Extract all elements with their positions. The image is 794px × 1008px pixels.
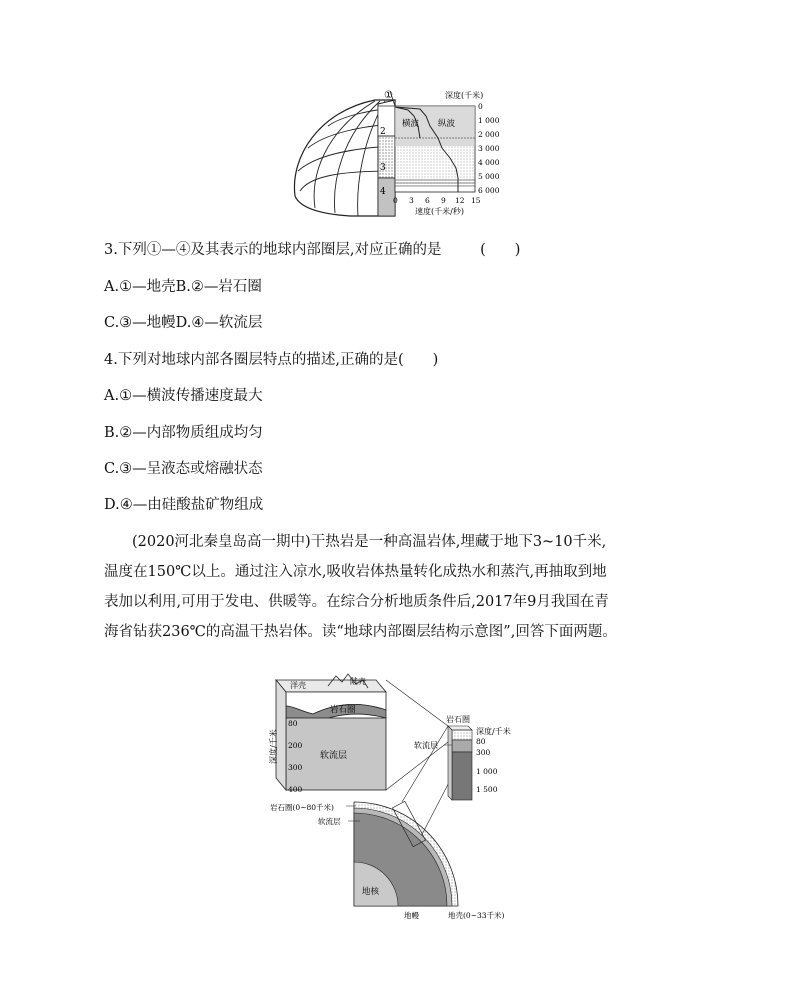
question-3-options-cd: C.③—地幔D.④—软流层 [104, 315, 263, 331]
column-ticks [476, 737, 498, 794]
reading-passage [104, 527, 704, 647]
hemisphere-globe [294, 91, 395, 216]
column-tick: 1 500 [476, 785, 498, 794]
seismic-wave-figure [280, 86, 510, 220]
question-4-option-c: C.③—呈液态或熔融状态 [104, 461, 263, 477]
block-tick: 200 [288, 741, 303, 750]
depth-tick: 4 000 [478, 158, 500, 167]
speed-tick: 0 [393, 196, 398, 205]
speed-tick: 12 [455, 196, 465, 205]
label-layer-2: 2 [380, 127, 386, 137]
block-tick: 80 [288, 719, 298, 728]
column-tick: 1 000 [476, 767, 498, 776]
block-asthenosphere-label: 软流层 [320, 751, 348, 761]
land-crust-label: 陆壳 [350, 677, 366, 686]
quarter-asthenosphere-label: 软流层 [318, 817, 341, 826]
question-4-stem: 4.下列对地球内部各圈层特点的描述,正确的是( ) [104, 352, 439, 368]
zongbo-label: 纵波 [438, 119, 456, 129]
speed-tick: 3 [409, 196, 414, 205]
block-tick: 300 [288, 763, 303, 772]
crust-label: 地壳(0~33千米) [448, 911, 505, 920]
depth-tick-labels [478, 102, 500, 195]
question-4-option-d: D.④—由硅酸盐矿物组成 [104, 497, 264, 513]
layer-column [448, 726, 472, 800]
label-layer-3: 3 [380, 163, 386, 173]
column-depth-title: 深度/千米 [476, 727, 511, 736]
block-depth-axis: 深度/千米 [269, 729, 278, 764]
speed-tick: 15 [471, 196, 481, 205]
passage-line: 温度在150℃以上。通过注入凉水,吸收岩体热量转化成热水和蒸汽,再抽取到地 [104, 564, 607, 580]
depth-tick: 1 000 [478, 116, 500, 125]
ocean-crust-label: 洋壳 [290, 681, 306, 690]
label-circle-1: ① [384, 90, 393, 101]
depth-tick: 3 000 [478, 144, 500, 153]
block-lithosphere-label: 岩石圈 [330, 705, 356, 715]
mantle-label: 地幔 [404, 911, 419, 920]
hengbo-label: 横波 [402, 119, 420, 129]
passage-line: (2020河北秦皇岛高一期中)干热岩是一种高温岩体,埋藏于地下3~10千米, [132, 534, 607, 550]
block-tick: 400 [288, 785, 303, 794]
passage-line: 海省钻获236℃的高温干热岩体。读“地球内部圈层结构示意图”,回答下面两题。 [104, 624, 617, 640]
depth-axis-title: 深度(千米) [445, 91, 484, 100]
core-label: 地核 [362, 887, 380, 897]
question-4-option-b: B.②—内部物质组成均匀 [104, 425, 263, 441]
label-layer-4: 4 [380, 187, 386, 197]
depth-tick: 5 000 [478, 172, 500, 181]
earth-interior-figure [268, 672, 530, 924]
depth-tick: 0 [478, 102, 483, 111]
column-tick: 80 [476, 737, 486, 746]
column-title: 岩石圈 [446, 715, 470, 724]
question-3-options-ab: A.①—地壳B.②—岩石圈 [104, 279, 262, 295]
speed-axis-title: 速度(千米/秒) [415, 207, 464, 216]
speed-tick: 9 [441, 196, 446, 205]
depth-tick: 2 000 [478, 130, 500, 139]
quarter-lithosphere-label: 岩石圈(0~80千米) [270, 803, 334, 812]
passage-line: 表加以利用,可用于发电、供暖等。在综合分析地质条件后,2017年9月我国在青 [104, 594, 609, 610]
crust-block-diagram [276, 674, 386, 790]
question-3-paren: ( ) [480, 242, 521, 258]
speed-tick: 6 [425, 196, 430, 205]
question-4-option-a: A.①—横波传播速度最大 [104, 388, 263, 404]
question-3-text: 3.下列①—④及其表示的地球内部圈层,对应正确的是 [104, 242, 442, 258]
column-asthenosphere-label: 软流层 [414, 741, 438, 750]
speed-tick-labels [393, 196, 481, 205]
question-3-stem [104, 240, 520, 260]
depth-tick: 6 000 [478, 186, 500, 195]
column-tick: 300 [476, 748, 491, 757]
